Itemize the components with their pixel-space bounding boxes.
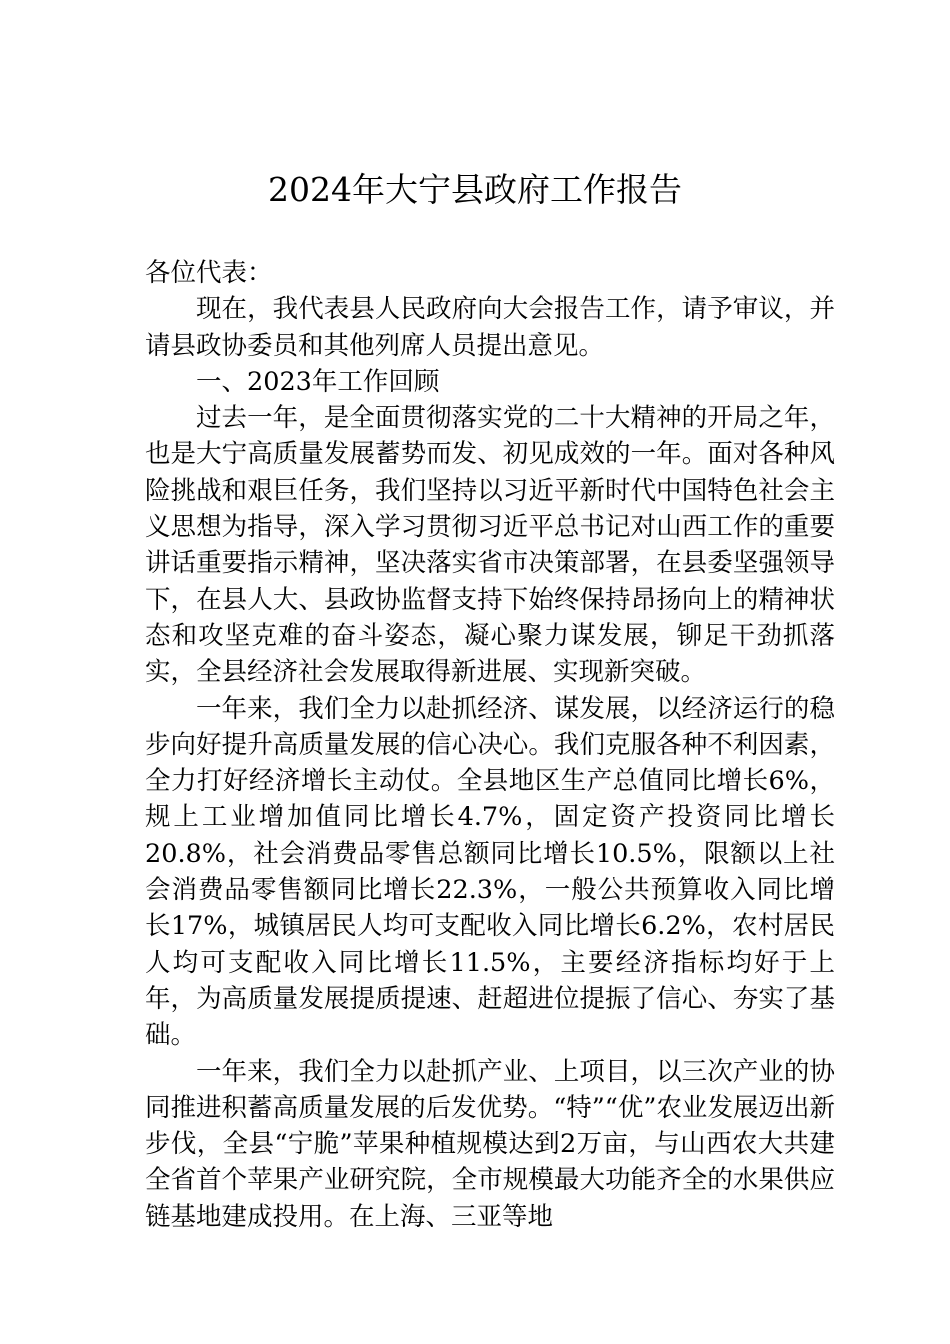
paragraph-intro: 现在，我代表县人民政府向大会报告工作，请予审议，并请县政协委员和其他列席人员提出意见。: [145, 294, 835, 361]
paragraph-review: 过去一年，是全面贯彻落实党的二十大精神的开局之年，也是大宁高质量发展蓄势而发、初见成效的一年。面对各种风险挑战和艰巨任务，我们坚持以习近平新时代中国特色社会主义思想为指导，深入学习贯彻习近平总书记对山西工作的重要讲话重要指示精神，坚决落实省市决策部署，在县委坚强领导下，在县人大、县政协监督支持下始终保持昂扬向上的精神状态和攻坚克难的奋斗姿态，凝心聚力谋发展，铆足干劲抓落实，全县经济社会发展取得新进展、实现新突破。: [145, 403, 835, 688]
salutation: 各位代表：: [145, 258, 273, 288]
paragraph-industry: 一年来，我们全力以赴抓产业、上项目，以三次产业的协同推进积蓄高质量发展的后发优势。“特”“优”农业发展迈出新步伐，全县“宁脆”苹果种植规模达到2万亩，与山西农大共建全省首个苹果产业研究院，全市规模最大功能齐全的水果供应链基地建成投用。在上海、三亚等地: [145, 1056, 835, 1232]
document-body: [145, 255, 835, 1235]
section-heading: 一、2023年工作回顾: [196, 366, 440, 397]
paragraph-economy: 一年来，我们全力以赴抓经济、谋发展，以经济运行的稳步向好提升高质量发展的信心决心。我们克服各种不利因素，全力打好经济增长主动仗。全县地区生产总值同比增长6%，规上工业增加值同比增长4.7%，固定资产投资同比增长20.8%，社会消费品零售总额同比增长10.5%，限额以上社会消费品零售额同比增长22.3%，一般公共预算收入同比增长17%，城镇居民人均可支配收入同比增长6.2%，农村居民人均可支配收入同比增长11.5%，主要经济指标均好于上年，为高质量发展提质提速、赶超进位提振了信心、夯实了基础。: [145, 693, 835, 1051]
document-title: 2024年大宁县政府工作报告: [268, 170, 682, 209]
